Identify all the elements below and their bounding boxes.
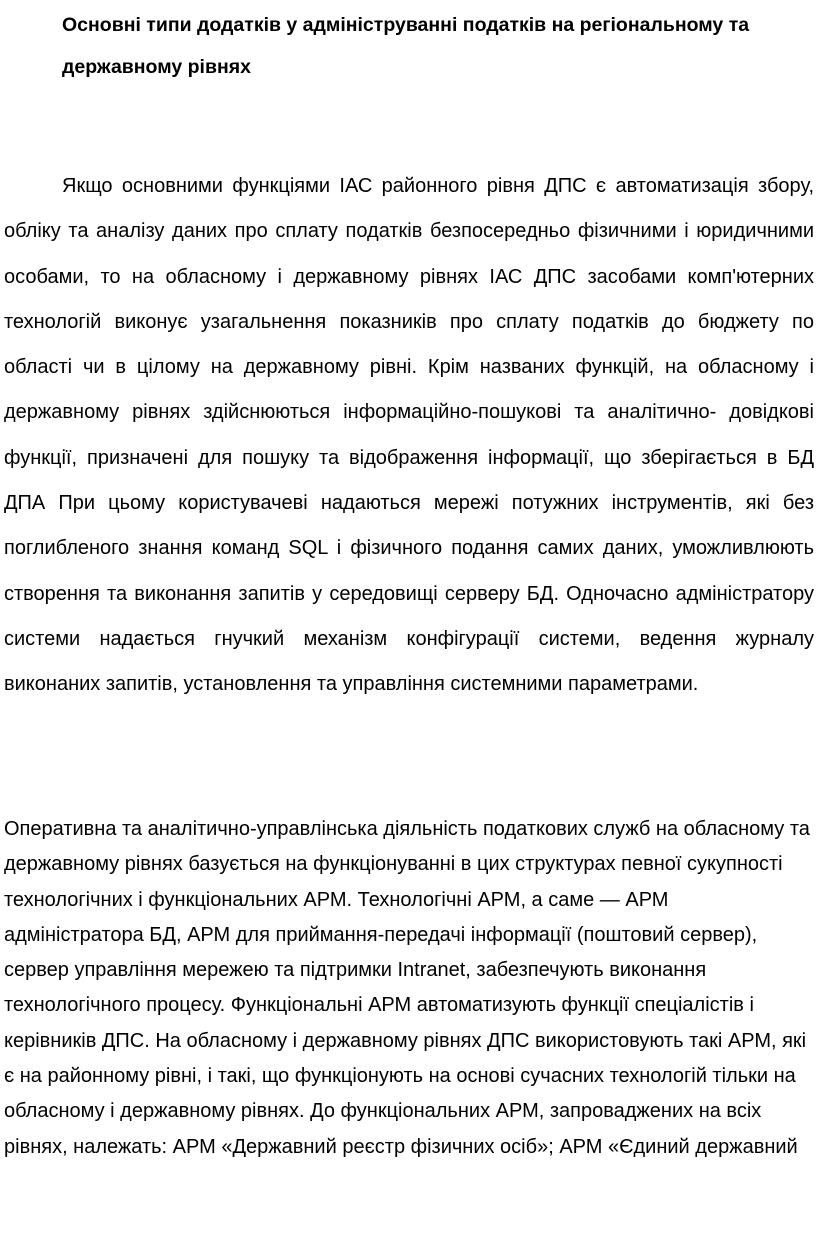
paragraph-2: Оперативна та аналітично-управлінська діяльність податкових служб на обласному та державному рівнях базується на функціонуванні в цих структурах певної сукупності технологічних і функціональних АРМ. Технологічні АРМ, а саме — АРМ адміністратора БД, АРМ для приймання-передачі інформації (поштовий сервер), сервер управління мережею та підтримки Intranet, забезпечують виконання технологічного процесу. Функціональні АРМ автоматизують функції спеціалістів і керівників ДПС. На обласному і державному рівнях ДПС використовують такі АРМ, які є на районному рівні, і такі, що функціонують на основі сучасних технологій тільки на обласному і державному рівнях. До функціональних АРМ, запроваджених на всіх рівнях, належать: АРМ «Державний реєстр фізичних осіб»; АРМ «Єдиний державний: [4, 818, 810, 1158]
paragraph-1: Якщо основними функціями ІАС районного рівня ДПС є автоматизація збору, обліку та аналізу даних про сплату податків безпосередньо фізичними і юридичними особами, то на обласному і державному рівнях ІАС ДПС засобами комп'ютерних технологій виконує узагальнення показників про сплату податків до бюджету по області чи в цілому на державному рівні. Крім названих функцій, на обласному і державному рівнях здійснюються інформаційно-пошукові та аналітично- довідкові функції, призначені для пошуку та відображення інформації, що зберігається в БД ДПА При цьому користувачеві надаються мережі потужних інструментів, які без поглибленого знання команд SQL і фізичного подання самих даних, уможливлюють створення та виконання запитів у середовищі серверу БД. Одночасно адміністратору системи надається гнучкий механізм конфігурації системи, ведення журналу виконаних запитів, установлення та управління системними параметрами.: [4, 175, 814, 696]
document-title: Основні типи додатків у адмініструванні податків на регіональному та державному рівнях: [62, 14, 750, 78]
